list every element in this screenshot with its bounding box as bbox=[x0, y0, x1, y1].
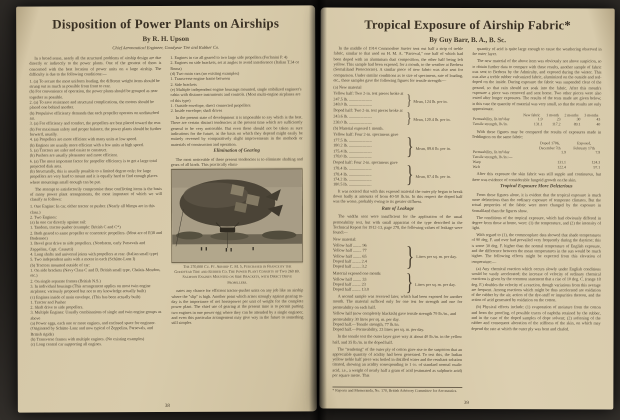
paragraph: quantity of acid is quite large enough to cause the weathering observed in the outer layer. bbox=[472, 46, 602, 57]
test-values: 247.5 lb. ...................... 248.0 lb. ...................... bbox=[333, 96, 372, 107]
paragraph: After this exposure the skin fabric was still supple and continuous, but there was evidence of considerable fungoid growth on the skin. bbox=[471, 171, 602, 183]
tensile-group: Doped half: Four 2-in. specimens gave 178.4 lb. ...................... 178.4 lb. ...................... 174.2 lb. ...................... 180.5 lb. ...................... } Mean, 87.4 lb. per in. bbox=[333, 159, 451, 189]
exposure-results-table: New fabric 1 month 2 months 3 months Permeability, lit./m²/day 1.9 23 30 43 Tensile strength, lb./in. 131.1 117.2 89.1 40 bbox=[472, 113, 601, 127]
engine-arrangements-list: 1. Engines in car all geared to two large side propellers (Forlanini P. 4) 2. Engines on side brackets, set at angles to avoid interference (Italian T.34 or Roma) (d) Two main cars (no existing examples) 1. Transverse engine frame between 2. Side brackets (e) Multiple independent engine housings mounted, single stabilized engineer's cabin with distance instruments and controls. (Most multi-engine airplanes are of this type) 1. Outside envelope, direct connected propellers 2. Inside envelope; shaft drives bbox=[170, 54, 302, 114]
brace-glyph: } bbox=[406, 92, 412, 110]
photo-foreground bbox=[172, 244, 302, 262]
left-column-1 bbox=[29, 55, 163, 400]
paragraph: From these figures alone, it is evident that the tropical exposure is much more deleterious than the ordinary exposure of temperate climates. But the actual properties of the fabric were more changed by the exposure in Somaliland than the figures show. bbox=[471, 191, 602, 213]
left-page bbox=[16, 5, 317, 412]
paragraph: In a broad sense, nearly all the structural problems of airship design are due directly or indirectly to the power plants. One of the greatest of them is concerned with the best location of power units on a large airship. The difficulty is due to the following conditions:— bbox=[29, 55, 162, 77]
paragraph: It was noticed that with this exposed material the outer ply began to break down badly at amounts of from 40-50 lb./in. In this respect the doped half was the worse, probably owing to its greater stiffness. bbox=[333, 188, 463, 205]
test-values: 178.4 lb. ...................... 178.4 lb. ...................... 174.2 lb. ...................... 180.5 lb. ...................... bbox=[333, 165, 372, 187]
brace-glyph: } bbox=[406, 163, 414, 189]
left-page-content bbox=[29, 13, 304, 399]
paragraph: In the middle of 1914 Commodore Sueter sent out half a strip of treble fabric, similar to that used on H. M. A. "Parseval," one half of which had been doped with an aluminium dust composition, the other half being left yellow. This sample had been exposed, for a month, to the weather at Berbera (Somaliland Protectorate). A similar piece of new fabric was also sent for comparison. Under similar conditions as to size of specimens, rate of loading, etc., these samples gave the following figures for tensile strength:— bbox=[333, 45, 464, 83]
brace-glyph: } bbox=[406, 134, 414, 161]
paragraph: The attempt to satisfactorily compromise these conflicting items is the basis of many power plant arrangements, the most important of which we will classify as follows: bbox=[29, 185, 162, 202]
paragraph: (a) Any chemical reaction which occurs slowly under English conditions would be vastly accelerated; the increase of velocity of ordinary chemical reactions is given by the common statement that a rise of 10 deg. C. (range 18 deg. F.) doubles the velocity of a reaction, though variations from this average are frequent. Among reactions which might be thus accelerated are oxidation of the rubber by the air, action of the dye-stuff or impurities thereon, and the action of acid generated by oxidation on the cotton. bbox=[471, 265, 601, 303]
paragraph: (b) Physical effects include: (1) evaporation of moisture from the cotton and from the proofing, of possible traces of naphtha retained by the rubber, and in the case of the doped samples of dope solvent; (2) softening of the rubber and consequent alteration of the stiffness of the skin, on which may depend the rate at which the outer ply was bent and chafed. bbox=[471, 304, 601, 331]
mean-value: Mean, 89.6 lb. per in. bbox=[415, 145, 451, 151]
leakage-unit: Litres per sq. m. per day. bbox=[416, 253, 457, 259]
paragraph: The "tendering" of the outer ply of cotton gave rise to the suspicion that an appreciable quantity of acidity had been generated. To test this, the Indian yellow treble half piece was boiled in distilled water and the resultant solution titrated, showing an acidity corresponding to 1 cc. of standard normal oxalic acid, i.e., a weight of nearly half a gram of acid (estimated as sulphuric acid) per square metre. This bbox=[332, 346, 463, 378]
tensile-group: Yellow half: Four 2-in. specimens gave 177.5 lb. ...................... 180.2 lb. ...................... 175.4 lb. ...................... 178.0 lb. ...................... } Mean, 89.6 lb. per in. bbox=[333, 131, 451, 161]
paragraph: The most noticeable of these present tendencies is to eliminate shafting and gears of all kinds. This practically elimi- bbox=[170, 156, 303, 167]
mean-value: Mean, 120.4 lb. per in. bbox=[413, 116, 451, 122]
right-columns bbox=[332, 46, 601, 395]
paragraph: The conditions of the tropical exposure, which had obviously differed in degree from those at home, were: (1) the temperature, and (2) the intensity of light. bbox=[471, 214, 601, 231]
paragraph: The new material of the above item was obviously not above suspicion, so to obtain further data to compare with these results, another sample of fabric was sent to Berbera by the Admiralty, and exposed during the winter. This was also a treble rubber vulcanized fabric, aluminized on the outside and red-doped on the inside. During exposure the fabric was suspended clear of the ground, so that rain should not soak into the fabric. After this month's exposure a piece was removed and sent home. Two other pieces were also tested after longer exposures. The results of the tests made are given below; in this case the quantity of material was very small, so that the results are only approximate. bbox=[471, 58, 602, 112]
right-article-title: Tropical Exposure of Airship Fabric* bbox=[364, 17, 571, 33]
paragraph: nates any chance for efficient tractor-pusher units on any job like an airship where the "slip" is high. Another point which arises strongly against gearing to-day is the importance of net horsepower per unit of weight for the complete power plant. The chief use of gearing at the present time is to permit putting two engines in one power egg where they can be attended by a single engineer, and even this particular arrangement may give way in the future to something still simpler. bbox=[171, 287, 304, 326]
right-column-2 bbox=[471, 46, 602, 394]
leakage-values: Yellow half ........ 96 Yellow half ........ 77 Yellow half ........ 65 Doped half ........ 2.4 Doped half ........ 3.2 bbox=[332, 242, 367, 270]
footnote: * Reports and Memoranda, No. 170, British Advisory Committee for Aeronautics. bbox=[332, 387, 462, 394]
paragraph: A second sample was received later, which had been exposed for another month. The material sufficed only for one test for strength and one for permeability on each half. bbox=[332, 293, 463, 310]
right-column-1-body bbox=[332, 46, 463, 387]
ground-crew-figure bbox=[226, 248, 227, 252]
left-article-title: Disposition of Power Plants on Airships bbox=[52, 15, 280, 32]
leakage-values: Yellow half ........ 33 Doped half ........ 23 Doped half ........ 13.0 bbox=[332, 276, 369, 293]
left-columns bbox=[29, 54, 303, 399]
test-values: 243.6 lb. ...................... 238.0 lb. ...................... bbox=[333, 113, 372, 125]
paragraph: In the present state of development it is impossible to say which is the best. There are certain distinct tendencies at the present time which are sufficiently general to be very noticeable. But even these should not be taken as sure indications for the future, as the basis on which they depend might easily be entirely reversed by comparatively slight improvements in the methods or materials of construction and operation. bbox=[170, 114, 303, 147]
ground-crew-figure bbox=[230, 248, 231, 252]
table-row: Permeability, lit./m²/day 1.9 7.9 bbox=[472, 149, 601, 155]
paragraph: The widths sent were insufficient for the application of the usual permeability test, but with small apparatus of the type described in the Technical Report for 1912-13, page 278, the following values of leakage were found:— bbox=[332, 213, 463, 235]
leakage-group: New material: Yellow half ........ 96 Yellow half ........ 77 Yellow half ........ 65 Doped half ........ 2.4 Doped half ........ 3.2 } Litres per sq. m. per day. bbox=[332, 236, 457, 272]
leakage-group: Material exposed one month: Yellow half ........ 33 Doped half ........ 23 Doped half ........ 13.0 } Litres per sq. m. per day. bbox=[332, 270, 456, 297]
table-row: Tensile strength, lb./in. 131.1 117.2 89.1 40 bbox=[472, 122, 601, 127]
tensile-group: Yellow half: Two 2-in. test pieces broke at 247.5 lb. ...................... 248.0 lb. ...................... } Mean, 124 lb. per in. bbox=[333, 90, 448, 110]
test-values: 177.5 lb. ...................... 180.2 lb. ...................... 175.4 lb. ...................... 178.0 lb. ...................... bbox=[333, 137, 372, 159]
teddington-comparison-table: Doped 1706, December 7th Exposed, February 17th Permeability, lit./m²/day 1.9 7.9 Tensile strength, lb./in.:— Warp 131.1 124.3 Weft 122.4 97.1 bbox=[472, 141, 601, 169]
right-page-content bbox=[332, 16, 601, 397]
classification-list: 1. One Engine: In car, either tractor or pusher. (Nearly all blimps are in this class.) 2. Two Engines: (a) In one car directly against rail: 1. Tandem, tractor-pusher (example: British C and C*) 2. Both geared to same propeller or concentric propellers. (Most are of R38 and Bodensee) 3. Bevel gear drive to side propellers. (Nordstern, early Parsevals and Zeppelins, Capt. Cassutti) 4. Long shafts and universal joints with propellers at rear. (Italian small type) 5. Two independent units with a motor in each (Schütte-Lanz I) (b) Tractors mounted outside of car: 1. On side brackets (Navy Class C and D, British small type, Chalais-Meudon, etc.) 2. On single separate frames (British N.S.) 3. In individual housings (This arrangement applies on most twin engine airplanes; variously proposed but not to my knowledge actually built) (c) Engines inside of main envelope. (This has been actually built) 1. Tractor and Pusher 2. Shaft drive to side propellers. 3. Multiple Engines: Usually combinations of single and twin engine groups as above (a) Power eggs, each one or more engines, and enclosed space for engineer. (Originated by Schütte-Lanz and now typical of Zeppelins, Parsevals, and British rigids) (b) Transverse frames with multiple engines. (No existing examples) (c) Long central car supporting all engines. bbox=[29, 203, 163, 347]
brace-glyph: } bbox=[405, 240, 415, 272]
mean-value: Mean, 87.4 lb. per in. bbox=[415, 174, 451, 180]
left-article-byline: By R. H. Upson bbox=[142, 34, 190, 44]
list-label: (a) New material bbox=[333, 84, 362, 90]
mean-value: Mean, 124 lb. per in. bbox=[413, 99, 448, 105]
page-number-left: 38 bbox=[164, 403, 170, 410]
tensile-group: Doped half: Two 2-in. test pieces broke at 243.6 lb. ...................... 238.0 lb. ...................... } Mean, 120.4 lb. per in. bbox=[333, 107, 451, 127]
right-article-byline: By Guy Barr, B. A., B. Sc. bbox=[429, 35, 506, 45]
left-column-2 bbox=[170, 54, 303, 399]
section-heading: Tropical Exposure More Deleterious bbox=[500, 184, 573, 190]
airship-photo bbox=[171, 169, 303, 264]
airship-photo-art bbox=[172, 170, 302, 263]
table-row: Permeability, lit./m²/day 1.9 23 30 43 bbox=[472, 117, 601, 122]
right-page bbox=[319, 7, 614, 409]
gondola bbox=[220, 228, 235, 233]
brace-glyph: } bbox=[406, 110, 412, 127]
paragraph: With these figures may be compared the results of exposures made in Teddington on the same fabric: bbox=[471, 129, 602, 140]
section-heading: Rate of Leakage bbox=[381, 206, 414, 212]
leakage-unit: Litres per sq. m. per day. bbox=[415, 281, 456, 288]
paragraph: With regard to (1), the commonplace data showed that shade temperatures of 90 deg. F. and over had prevailed very frequently during the daytime; this is some 30 deg. F. higher than the normal temperature of English exposure, and the difference between the mean temperatures in the sun would be much higher. The following effects might be expected from this elevation of temperature:— bbox=[471, 232, 601, 264]
left-article-affiliation: Chief Aeronautical Engineer, Goodyear Tire and Rubber Co. bbox=[112, 44, 220, 51]
ground-crew-figure bbox=[206, 247, 207, 250]
list-label: (b) Material exposed 1 month. bbox=[333, 125, 384, 131]
results-lines: Yellow half (now completely blackish) gave tensile strength 79 lb./in., and permeability 30 litres per sq. m. per day. Doped half.—Tensile strength, 77 lb./in. Doped half.—Permeability, 23 litres per sq. m. per day. bbox=[332, 310, 457, 333]
section-heading: Elimination of Gearing bbox=[213, 148, 260, 154]
page-number-right: 39 bbox=[463, 400, 469, 407]
photo-caption: The 270,000 Cu. Ft. Airship C. M. 5, Purchased in France by the Goodyear Tire and Rubber Co. The Power Plant Consists of Two 260 Hp. Salmson Engines Mounted on Side Brackets, with Direct Drive Propellers. bbox=[174, 264, 301, 285]
ground-crew-figure bbox=[252, 247, 253, 250]
right-column-1 bbox=[332, 46, 463, 394]
paragraph: In the tensile test the outer layer gave way at about 40 lb./in. in the yellow half, and 35 lb./in. in the doped half. bbox=[332, 333, 463, 345]
table-row: Warp 131.1 124.3 bbox=[472, 159, 601, 165]
table-row: Weft 122.4 97.1 bbox=[472, 164, 601, 169]
brace-glyph: } bbox=[405, 270, 414, 297]
conditions-list: 1. (a) To secure the most uniform loading, the different weight items should be strung out as much as possible from front to rear. (b) For convenience of operation, the power plants should be grouped as near together as possible. 2. (a) To save resistance and structural complications, the motors should be placed one behind another. (b) Propulsive efficiency demands that each propeller operates on undisturbed air. 3. (a) For efficiency and comfort, the propellers are best placed toward the rear. (b) For maximum safety and proper balance, the power plants should be further forward, usually. 4. (a) Propellers are more efficient with many units at low speed. (b) Engines are usually more efficient with a few units at high speed. 5. (a) Tractors are safer and easier to construct. (b) Pushers are usually pleasanter and more efficient. 6. (a) The most important factor for propeller efficiency is to get a large total projected disk area. (b) Structurally, this is usually possible to a limited degree only; for large propellers are very hard to mount and it is equally hard to find enough places where mountings small enough can be put. bbox=[29, 77, 162, 185]
ground-crew-figure bbox=[201, 247, 202, 250]
table-row: Tensile strength, lb./in.:— bbox=[472, 154, 513, 159]
